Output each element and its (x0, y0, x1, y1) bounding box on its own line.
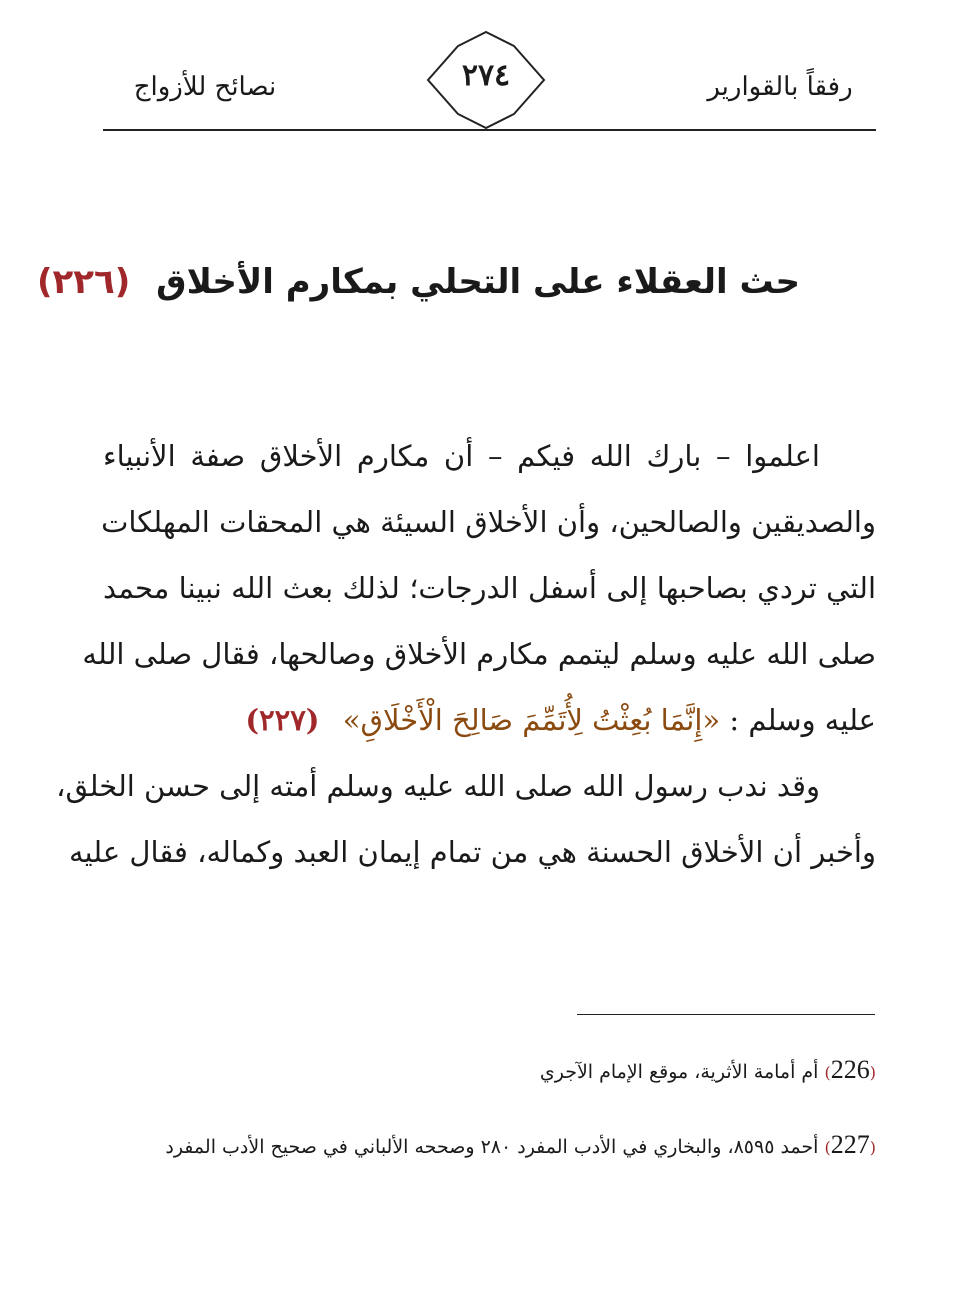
body-line-2: والصديقين والصالحين، وأن الأخلاق السيئة هي المحقات المهلكات (101, 505, 876, 539)
body-line-7: وأخبر أن الأخلاق الحسنة هي من تمام إيمان العبد وكماله، فقال عليه (69, 835, 876, 869)
body-line-6: وقد ندب رسول الله صلى الله عليه وسلم أمته إلى حسن الخلق، (56, 769, 820, 803)
page-number: ٢٧٤ (461, 58, 511, 93)
footnote-ref-227: (٢٢٧) (245, 703, 320, 737)
hadith-quote: «إِنَّمَا بُعِثْتُ لِأُتَمِّمَ صَالِحَ الْأَخْلَاقِ» (342, 703, 721, 737)
footnote-divider (577, 1014, 875, 1015)
footnote-text: أحمد ٨٥٩٥، والبخاري في الأدب المفرد ٢٨٠ وصححه الألباني في صحيح الأدب المفرد (165, 1136, 819, 1158)
body-line-5-prefix: عليه وسلم : (720, 703, 876, 737)
body-line-1: اعلموا – بارك الله فيكم – أن مكارم الأخلاق صفة الأنبياء (103, 439, 820, 473)
body-line-3: التي تردي بصاحبها إلى أسفل الدرجات؛ لذلك بعث الله نبينا محمد (103, 571, 876, 605)
section-heading-text: حث العقلاء على التحلي بمكارم الأخلاق (156, 262, 800, 302)
running-title-right: رفقاً بالقوارير (707, 72, 853, 102)
header-divider (103, 129, 876, 131)
footnote-226 (103, 1055, 876, 1085)
footnote-open-paren: ( (869, 1063, 876, 1082)
section-heading (36, 262, 800, 302)
page-number-badge (426, 30, 546, 130)
footnote-ref-226: (٢٢٦) (36, 262, 131, 302)
footnote-open-paren: ( (869, 1138, 876, 1157)
footnote-text: أم أمامة الأثرية، موقع الإمام الآجري (539, 1061, 819, 1083)
footnote-close-paren: ) (824, 1138, 831, 1157)
footnote-number: 226 (830, 1055, 870, 1084)
footnote-227 (103, 1128, 876, 1165)
footnote-number: 227 (830, 1130, 870, 1159)
body-line-5 (103, 687, 876, 753)
running-title-left: نصائح للأزواج (133, 72, 277, 102)
footnote-close-paren: ) (824, 1063, 831, 1082)
body-paragraphs (56, 423, 876, 885)
body-line-4: صلى الله عليه وسلم ليتمم مكارم الأخلاق وصالحها، فقال صلى الله (82, 637, 876, 671)
